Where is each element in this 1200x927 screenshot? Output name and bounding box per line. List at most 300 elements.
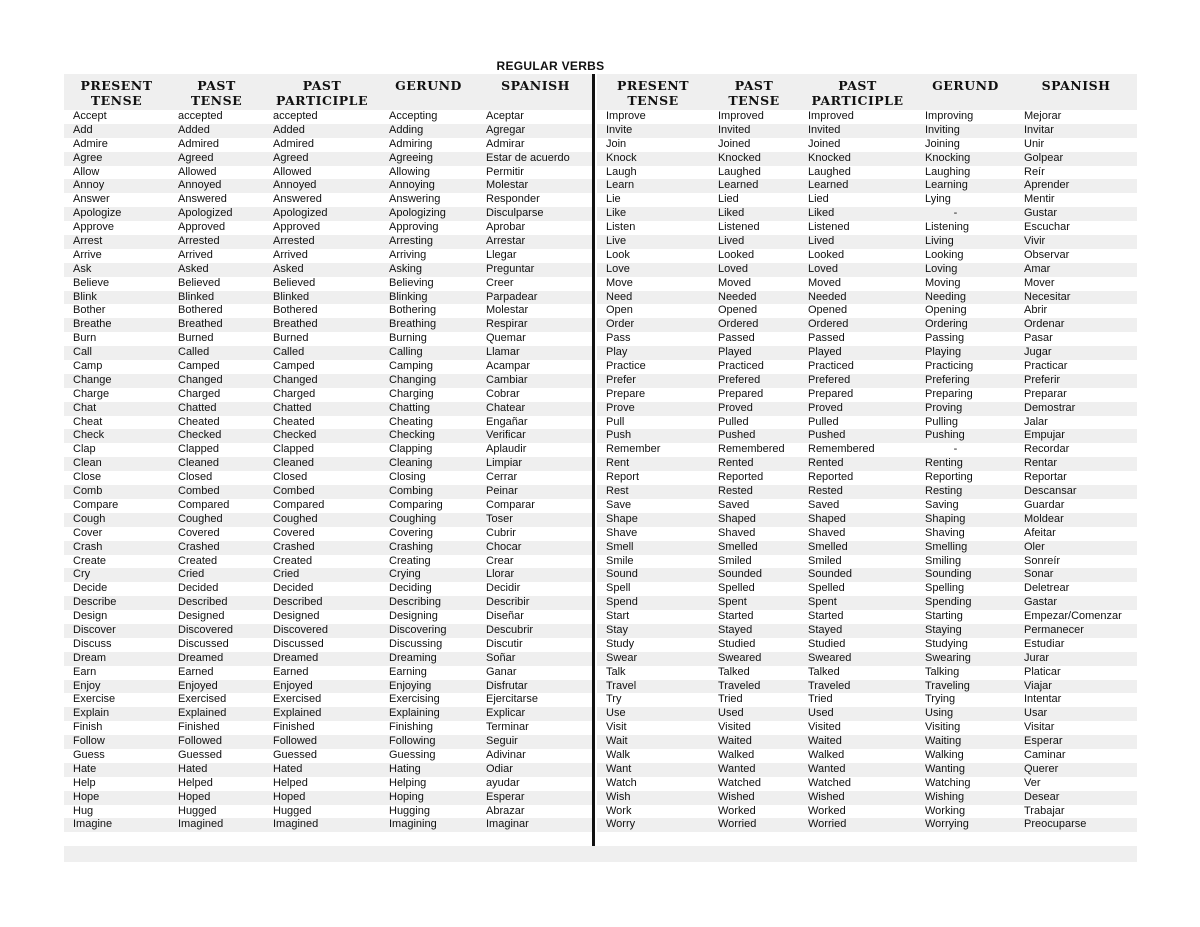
past-participle-cell: Approved (273, 221, 321, 234)
present-tense-cell: Discover (73, 623, 116, 636)
present-tense-cell: Cry (73, 568, 91, 581)
present-tense-cell: Want (606, 762, 632, 775)
gerund-cell: Believing (389, 276, 434, 289)
gerund-cell: Ordering (925, 318, 968, 331)
past-tense-cell: Discussed (178, 637, 229, 650)
past-tense-cell: Used (718, 707, 744, 720)
table-row (64, 666, 594, 680)
spanish-cell: Vivir (1024, 235, 1046, 248)
gerund-cell: Allowing (389, 165, 430, 178)
past-participle-cell: Answered (273, 193, 322, 206)
past-participle-cell: Walked (808, 748, 845, 761)
past-tense-cell: Dreamed (178, 651, 224, 664)
table-row (64, 138, 594, 152)
table-row (597, 680, 1137, 694)
past-participle-cell: Loved (808, 262, 838, 275)
table-row (64, 735, 594, 749)
spanish-cell: Seguir (486, 735, 518, 748)
past-tense-cell: Opened (718, 304, 758, 317)
header-gerund: GERUND (395, 78, 462, 93)
present-tense-cell: Watch (606, 776, 637, 789)
spanish-cell: Sonar (1024, 568, 1054, 581)
gerund-cell: Loving (925, 262, 958, 275)
past-tense-cell: Shaved (718, 526, 756, 539)
past-tense-cell: Asked (178, 262, 209, 275)
present-tense-cell: Learn (606, 179, 635, 192)
past-tense-cell: Proved (718, 401, 753, 414)
table-row (64, 638, 594, 652)
spanish-cell: Molestar (486, 304, 529, 317)
present-tense-cell: Smell (606, 540, 634, 553)
table-row (64, 193, 594, 207)
table-row (597, 596, 1137, 610)
present-tense-cell: Try (606, 693, 622, 706)
header-present-tense: PRESENT TENSE (616, 78, 690, 108)
spanish-cell: Cerrar (486, 471, 518, 484)
present-tense-cell: Approve (73, 221, 114, 234)
gerund-cell: Blinking (389, 290, 428, 303)
spanish-cell: Soñar (486, 651, 516, 664)
past-tense-cell: Answered (178, 193, 227, 206)
past-tense-cell: Charged (178, 387, 221, 400)
past-participle-cell: Followed (273, 735, 318, 748)
table-row (597, 360, 1137, 374)
table-row (597, 291, 1137, 305)
spanish-cell: Chatear (486, 401, 526, 414)
spanish-cell: Abrazar (486, 804, 525, 817)
present-tense-cell: Arrive (73, 248, 102, 261)
present-tense-cell: Play (606, 346, 628, 359)
present-tense-cell: Breathe (73, 318, 112, 331)
past-participle-cell: Decided (273, 582, 314, 595)
present-tense-cell: Live (606, 235, 627, 248)
gerund-cell: Wishing (925, 790, 965, 803)
spanish-cell: Disfrutar (486, 679, 528, 692)
past-tense-cell: Improved (718, 110, 764, 122)
present-tense-cell: Close (73, 471, 102, 484)
table-row (597, 527, 1137, 541)
past-participle-cell: accepted (273, 110, 318, 122)
gerund-cell: Spending (925, 596, 972, 609)
present-tense-cell: Change (73, 373, 112, 386)
past-tense-cell: Ordered (718, 318, 759, 331)
table-row (597, 318, 1137, 332)
header-spanish: SPANISH (501, 78, 570, 93)
present-tense-cell: Prove (606, 401, 635, 414)
gerund-cell: Approving (389, 221, 439, 234)
present-tense-cell: Smile (606, 554, 634, 567)
present-tense-cell: Clean (73, 457, 102, 470)
spanish-cell: Amar (1024, 262, 1051, 275)
table-row (64, 249, 594, 263)
gerund-cell: Joining (925, 137, 960, 150)
spanish-cell: Golpear (1024, 151, 1064, 164)
table-row (64, 499, 594, 513)
table-row (597, 416, 1137, 430)
past-tense-cell: Apologized (178, 207, 233, 220)
gerund-cell: Earning (389, 665, 427, 678)
header-past-tense: PAST TENSE (190, 78, 243, 108)
past-participle-cell: Tried (808, 693, 833, 706)
past-tense-cell: Discovered (178, 623, 234, 636)
table-row (597, 402, 1137, 416)
table-row (64, 610, 594, 624)
past-tense-cell: Looked (718, 248, 755, 261)
past-participle-cell: Annoyed (273, 179, 317, 192)
past-tense-cell: Reported (718, 471, 764, 484)
gerund-cell: Shaving (925, 526, 965, 539)
past-participle-cell: Studied (808, 637, 846, 650)
present-tense-cell: Describe (73, 596, 117, 609)
past-participle-cell: Played (808, 346, 842, 359)
table-row (597, 749, 1137, 763)
past-tense-cell: Played (718, 346, 752, 359)
table-row (597, 346, 1137, 360)
present-tense-cell: Stay (606, 623, 629, 636)
past-tense-cell: Invited (718, 123, 751, 136)
header-gerund: GERUND (932, 78, 999, 93)
past-participle-cell: Listened (808, 221, 850, 234)
present-tense-cell: Blink (73, 290, 97, 303)
past-participle-cell: Invited (808, 123, 841, 136)
gerund-cell: Calling (389, 346, 423, 359)
gerund-cell: Chatting (389, 401, 430, 414)
past-participle-cell: Coughed (273, 512, 318, 525)
past-tense-cell: Checked (178, 429, 222, 442)
past-participle-cell: Spent (808, 596, 837, 609)
gerund-cell: Renting (925, 457, 963, 470)
spanish-cell: Preparar (1024, 387, 1067, 400)
gerund-cell: Lying (925, 193, 951, 206)
past-tense-cell: Explained (178, 707, 227, 720)
present-tense-cell: Enjoy (73, 679, 101, 692)
past-participle-cell: Moved (808, 276, 842, 289)
present-tense-cell: Look (606, 248, 630, 261)
spanish-cell: Respirar (486, 318, 528, 331)
past-tense-cell: Moved (718, 276, 752, 289)
gerund-cell: Finishing (389, 721, 434, 734)
spanish-cell: Practicar (1024, 360, 1068, 373)
past-participle-cell: Arrested (273, 235, 315, 248)
table-row (64, 235, 594, 249)
spanish-cell: Aprender (1024, 179, 1070, 192)
present-tense-cell: Guess (73, 748, 105, 761)
past-participle-cell: Started (808, 610, 844, 623)
present-tense-cell: Swear (606, 651, 638, 664)
table-row (64, 513, 594, 527)
present-tense-cell: Hate (73, 762, 97, 775)
gerund-cell: Hoping (389, 790, 424, 803)
gerund-cell: Knocking (925, 151, 971, 164)
past-tense-cell: Camped (178, 360, 220, 373)
past-participle-cell: Joined (808, 137, 841, 150)
present-tense-cell: Ask (73, 262, 92, 275)
past-participle-cell: Created (273, 554, 313, 567)
present-tense-cell: Rent (606, 457, 630, 470)
past-tense-cell: Rested (718, 485, 753, 498)
past-tense-cell: Spent (718, 596, 747, 609)
table-row (597, 555, 1137, 569)
past-participle-cell: Ordered (808, 318, 849, 331)
spanish-cell: Descansar (1024, 485, 1077, 498)
gerund-cell: Helping (389, 776, 427, 789)
present-tense-cell: Like (606, 207, 627, 220)
past-participle-cell: Proved (808, 401, 843, 414)
spanish-cell: Explicar (486, 707, 526, 720)
table-row (64, 652, 594, 666)
past-participle-cell: Prepared (808, 387, 854, 400)
gerund-cell: Hating (389, 762, 421, 775)
spanish-cell: Llorar (486, 568, 515, 581)
table-row (597, 735, 1137, 749)
table-row (64, 277, 594, 291)
present-tense-cell: Love (606, 262, 630, 275)
past-participle-cell: Reported (808, 471, 854, 484)
spanish-cell: Jalar (1024, 415, 1048, 428)
gerund-cell: Explaining (389, 707, 440, 720)
past-participle-cell: Apologized (273, 207, 328, 220)
past-tense-cell: Approved (178, 221, 226, 234)
spanish-cell: ayudar (486, 776, 520, 789)
gerund-cell: Talking (925, 665, 960, 678)
spanish-cell: Ver (1024, 776, 1041, 789)
past-tense-cell: Finished (178, 721, 220, 734)
table-row (597, 152, 1137, 166)
table-row (597, 638, 1137, 652)
past-tense-cell: Smiled (718, 554, 752, 567)
past-participle-cell: Improved (808, 110, 854, 122)
past-participle-cell: Added (273, 123, 305, 136)
gerund-cell: Following (389, 735, 436, 748)
past-participle-cell: Hugged (273, 804, 312, 817)
table-row (597, 221, 1137, 235)
past-participle-cell: Arrived (273, 248, 308, 261)
table-row (597, 249, 1137, 263)
past-participle-cell: Opened (808, 304, 848, 317)
spanish-cell: Llegar (486, 248, 517, 261)
past-tense-cell: Called (178, 346, 210, 359)
spanish-cell: Peinar (486, 485, 518, 498)
table-row (64, 416, 594, 430)
past-tense-cell: Lived (718, 235, 745, 248)
past-participle-cell: Helped (273, 776, 308, 789)
past-tense-cell: Traveled (718, 679, 761, 692)
gerund-cell: Trying (925, 693, 956, 706)
gerund-cell: Using (925, 707, 954, 720)
past-participle-cell: Passed (808, 332, 845, 345)
gerund-cell: Exercising (389, 693, 440, 706)
gerund-cell: Agreeing (389, 151, 434, 164)
present-tense-cell: Crash (73, 540, 103, 553)
present-tense-cell: Answer (73, 193, 110, 206)
table-row (597, 179, 1137, 193)
spanish-cell: Odiar (486, 762, 513, 775)
present-tense-cell: Finish (73, 721, 103, 734)
gerund-cell: Describing (389, 596, 441, 609)
spanish-cell: Decidir (486, 582, 521, 595)
past-participle-cell: Sounded (808, 568, 853, 581)
past-participle-cell: Cheated (273, 415, 315, 428)
past-participle-cell: Needed (808, 290, 847, 303)
table-row (597, 805, 1137, 819)
past-participle-cell: Hated (273, 762, 303, 775)
present-tense-cell: Add (73, 123, 93, 136)
present-tense-cell: Exercise (73, 693, 116, 706)
spanish-cell: Preguntar (486, 262, 535, 275)
gerund-cell: Listening (925, 221, 970, 234)
table-row (64, 805, 594, 819)
spanish-cell: Observar (1024, 248, 1070, 261)
gerund-cell: - (953, 443, 958, 456)
present-tense-cell: Rest (606, 485, 629, 498)
gerund-cell: Cleaning (389, 457, 433, 470)
table-row (597, 457, 1137, 471)
spanish-cell: Adivinar (486, 748, 526, 761)
table-row (597, 374, 1137, 388)
past-tense-cell: Talked (718, 665, 750, 678)
gerund-cell: Watching (925, 776, 971, 789)
past-tense-cell: Needed (718, 290, 757, 303)
table-row (597, 624, 1137, 638)
past-participle-cell: Smelled (808, 540, 848, 553)
spanish-cell: Gustar (1024, 207, 1058, 220)
present-tense-cell: Talk (606, 665, 626, 678)
spanish-cell: Preferir (1024, 373, 1061, 386)
past-tense-cell: Compared (178, 498, 230, 511)
present-tense-cell: Imagine (73, 818, 113, 831)
spanish-cell: Desear (1024, 790, 1060, 803)
spanish-cell: Molestar (486, 179, 529, 192)
present-tense-cell: Move (606, 276, 633, 289)
table-row (597, 110, 1137, 124)
past-tense-cell: Walked (718, 748, 755, 761)
gerund-cell: Creating (389, 554, 431, 567)
table-row (64, 485, 594, 499)
past-participle-cell: Rested (808, 485, 843, 498)
gerund-cell: Enjoying (389, 679, 432, 692)
past-participle-cell: Sweared (808, 651, 852, 664)
table-row (64, 749, 594, 763)
spanish-cell: Aceptar (486, 110, 524, 122)
present-tense-cell: Discuss (73, 637, 112, 650)
table-row (597, 193, 1137, 207)
spanish-cell: Permanecer (1024, 623, 1084, 636)
past-participle-cell: Called (273, 346, 305, 359)
spanish-cell: Limpiar (486, 457, 523, 470)
present-tense-cell: Decide (73, 582, 108, 595)
present-tense-cell: Push (606, 429, 632, 442)
spanish-cell: Descubrir (486, 623, 534, 636)
present-tense-cell: Improve (606, 110, 646, 122)
gerund-cell: Burning (389, 332, 427, 345)
spanish-cell: Viajar (1024, 679, 1052, 692)
spanish-cell: Quemar (486, 332, 526, 345)
present-tense-cell: Believe (73, 276, 110, 289)
past-participle-cell: Changed (273, 373, 318, 386)
table-row (64, 693, 594, 707)
table-body-left (64, 110, 594, 832)
gerund-cell: Spelling (925, 582, 965, 595)
table-row (597, 582, 1137, 596)
past-tense-cell: Breathed (178, 318, 223, 331)
past-tense-cell: Arrested (178, 235, 220, 248)
present-tense-cell: Invite (606, 123, 633, 136)
table-row (64, 624, 594, 638)
past-participle-cell: Hoped (273, 790, 306, 803)
table-row (597, 610, 1137, 624)
spanish-cell: Deletrear (1024, 582, 1070, 595)
spanish-cell: Ejercitarse (486, 693, 538, 706)
past-participle-cell: Saved (808, 498, 840, 511)
past-participle-cell: Pushed (808, 429, 846, 442)
past-tense-cell: Worked (718, 804, 756, 817)
past-tense-cell: Blinked (178, 290, 215, 303)
past-participle-cell: Talked (808, 665, 840, 678)
present-tense-cell: Knock (606, 151, 637, 164)
present-tense-cell: Apologize (73, 207, 122, 220)
past-tense-cell: Added (178, 123, 210, 136)
past-tense-cell: Wanted (718, 762, 756, 775)
spanish-cell: Gastar (1024, 596, 1058, 609)
table-row (597, 304, 1137, 318)
past-participle-cell: Crashed (273, 540, 315, 553)
spanish-cell: Invitar (1024, 123, 1054, 136)
past-tense-cell: Sounded (718, 568, 763, 581)
gerund-cell: Dreaming (389, 651, 437, 664)
past-participle-cell: Burned (273, 332, 309, 345)
past-tense-cell: Hoped (178, 790, 211, 803)
gerund-cell: Preparing (925, 387, 973, 400)
past-tense-cell: Loved (718, 262, 748, 275)
present-tense-cell: Laugh (606, 165, 637, 178)
gerund-cell: Adding (389, 123, 424, 136)
spanish-cell: Abrir (1024, 304, 1048, 317)
table-row (597, 263, 1137, 277)
table-footer-band (64, 846, 1137, 862)
past-participle-cell: Checked (273, 429, 317, 442)
table-row (597, 666, 1137, 680)
table-row (597, 388, 1137, 402)
gerund-cell: Combing (389, 485, 434, 498)
table-header-left (64, 74, 594, 110)
past-participle-cell: Shaped (808, 512, 846, 525)
gerund-cell: Sounding (925, 568, 972, 581)
past-tense-cell: Laughed (718, 165, 761, 178)
past-participle-cell: Worried (808, 818, 847, 831)
past-tense-cell: Rented (718, 457, 754, 470)
spanish-cell: Intentar (1024, 693, 1062, 706)
present-tense-cell: Wait (606, 735, 628, 748)
table-row (64, 596, 594, 610)
past-participle-cell: Cleaned (273, 457, 314, 470)
spanish-cell: Discutir (486, 637, 523, 650)
spanish-cell: Crear (486, 554, 514, 567)
gerund-cell: Wanting (925, 762, 965, 775)
past-tense-cell: Helped (178, 776, 213, 789)
table-row (64, 471, 594, 485)
gerund-cell: Walking (925, 748, 964, 761)
spanish-cell: Mejorar (1024, 110, 1062, 122)
table-row (64, 110, 594, 124)
present-tense-cell: Travel (606, 679, 637, 692)
table-row (64, 374, 594, 388)
present-tense-cell: Call (73, 346, 92, 359)
gerund-cell: Learning (925, 179, 968, 192)
spanish-cell: Esperar (486, 790, 525, 803)
past-tense-cell: Passed (718, 332, 755, 345)
table-row (64, 291, 594, 305)
past-tense-cell: Pushed (718, 429, 756, 442)
